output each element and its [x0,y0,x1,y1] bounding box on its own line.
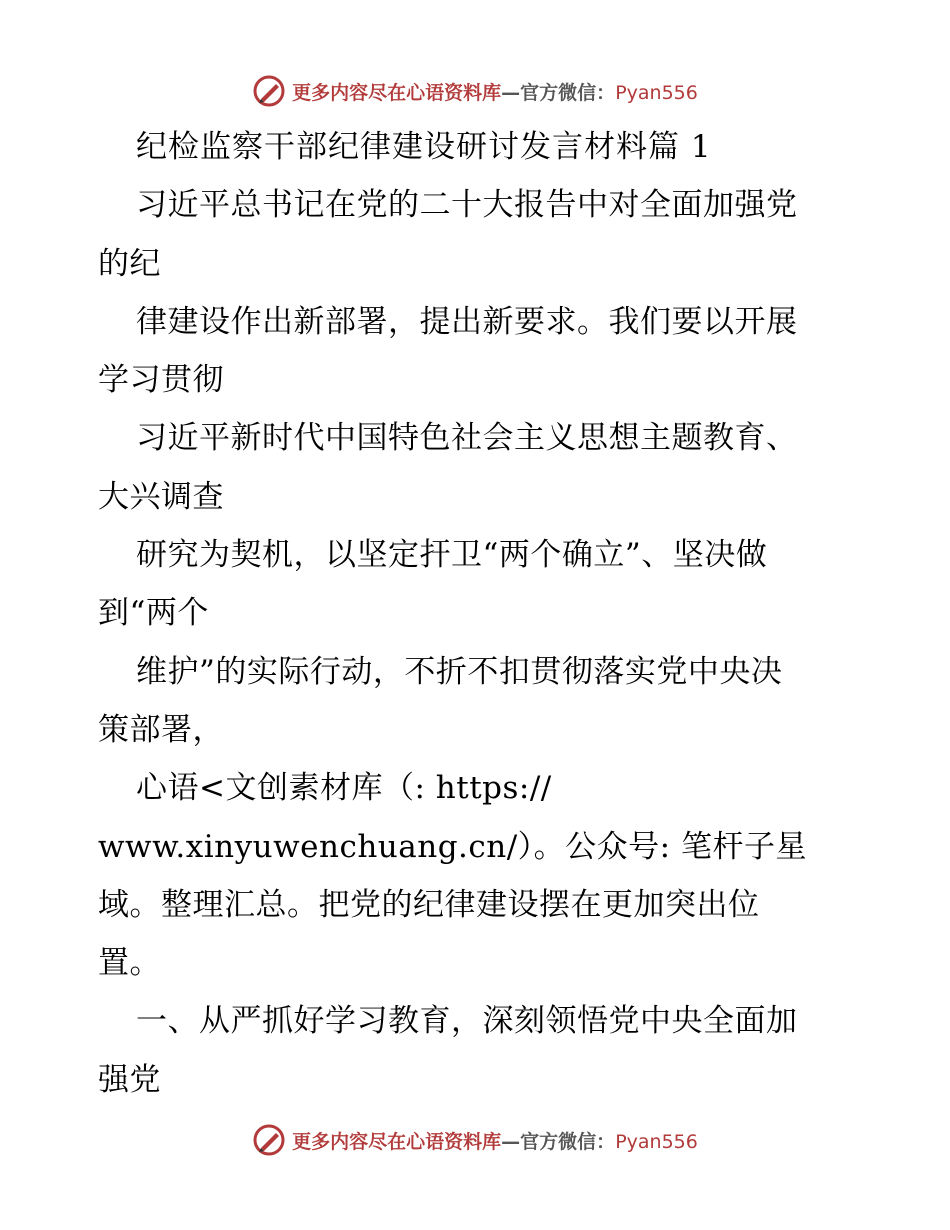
banner-brand: 更多内容尽在心语资料库 [292,1130,502,1153]
section-heading-line: 强党 [98,1061,161,1098]
paragraph-line: 策部署， [98,711,224,748]
paragraph-line: 律建设作出新部署，提出新要求。我们要以开展 [136,303,798,340]
paragraph-line: 的纪 [98,245,161,282]
paragraph-line: 习近平新时代中国特色社会主义思想主题教育、 [136,420,798,457]
paragraph-line: 维护”的实际行动，不折不扣贯彻落实党中央决 [136,653,783,690]
paragraph-line: 习近平总书记在党的二十大报告中对全面加强党 [136,187,798,224]
header-banner [0,71,950,111]
banner-text [292,1127,698,1154]
section-heading-line: 一、从严抓好学习教育，深刻领悟党中央全面加 [136,1003,798,1040]
paragraph-line: 到“两个 [98,595,209,632]
paragraph-line: 域。整理汇总。把党的纪律建设摆在更加突出位 [98,886,760,923]
paragraph-line: 心语<文创素材库（: https:// [136,770,552,807]
banner-wechat-account: Pyan556 [615,1130,698,1153]
document-title: 纪检监察干部纪律建设研讨发言材料篇 1 [136,129,712,165]
banner-separator: — [501,1130,521,1153]
paragraph-line: 置。 [98,945,161,982]
paragraph-line: 大兴调查 [98,478,224,515]
banner-wechat-account: Pyan556 [615,81,698,104]
paragraph-line: 研究为契机，以坚定扞卫“两个确立”、坚决做 [136,537,768,574]
banner-brand: 更多内容尽在心语资料库 [292,81,502,104]
pen-logo-icon [252,74,286,108]
pen-logo-icon [252,1123,286,1157]
document-body [98,118,858,1109]
banner-wechat-label: 官方微信： [520,1130,616,1153]
paragraph-line: 学习贯彻 [98,362,224,399]
banner-separator: — [501,81,521,104]
paragraph-line: www.xinyuwenchuang.cn/）。公众号: 笔杆子星 [98,828,807,865]
footer-banner [0,1120,950,1160]
banner-text [292,78,698,105]
banner-wechat-label: 官方微信： [520,81,616,104]
